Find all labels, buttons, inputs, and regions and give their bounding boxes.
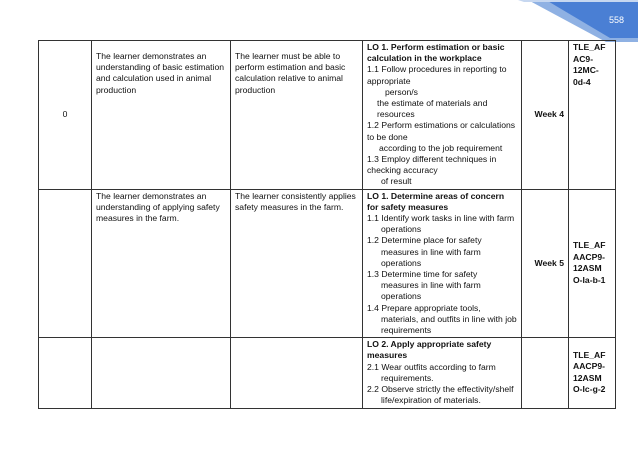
lo-heading: LO 2. Apply appropriate safety measures [367, 339, 492, 361]
competency-item: 1.2 Determine place for safety measures in line with farm operations [367, 235, 482, 268]
table-row [39, 189, 616, 338]
competency-item: the estimate of materials and resources [377, 98, 488, 120]
lo-heading: LO 1. Determine areas of concern for safety measures [367, 190, 505, 212]
standard-text: The learner consistently applies safety measures in the farm. [235, 190, 356, 212]
competency-item: 1.1 Identify work tasks in line with farm operations [367, 213, 515, 235]
content-text: The learner demonstrates an understanding of applying safety measures in the farm. [96, 190, 220, 224]
table-row [39, 41, 616, 190]
competency-item: 1.3 Determine time for safety measures in line with farm operations [367, 269, 481, 302]
content-text: The learner demonstrates an understanding of basic estimation and calculation used in animal production [96, 51, 225, 95]
competency-code: TLE_AF AACP9-12ASM O-Ia-b-1 [569, 189, 616, 338]
page-number: 558 [608, 15, 624, 25]
table-row [39, 338, 616, 408]
content-standard [92, 41, 231, 190]
week: Week 5 [522, 189, 569, 338]
competency-item: 2.2 Observe strictly the effectivity/shelf life/expiration of materials. [367, 384, 514, 406]
learning-competencies [363, 41, 522, 190]
learning-competencies [363, 189, 522, 338]
content-standard [92, 338, 231, 408]
competency-item: person/s [385, 86, 418, 97]
competency-item: 1.1 Follow procedures in reporting to appropriate [367, 64, 507, 86]
performance-standard [231, 338, 363, 408]
lo-heading: LO 1. Perform estimation or basic calculation in the workplace [367, 42, 505, 64]
performance-standard [231, 189, 363, 338]
content-standard [92, 189, 231, 338]
competency-item: of result [381, 176, 412, 187]
competency-item: 1.3 Employ different techniques in checking accuracy [367, 154, 497, 176]
standard-text: The learner must be able to perform estimation and basic calculation relative to animal production [235, 51, 346, 95]
row-number: 0 [39, 41, 92, 190]
competency-item: 1.2 Perform estimations or calculations to be done [367, 120, 516, 142]
row-number [39, 189, 92, 338]
week [522, 338, 569, 408]
competency-item: 2.1 Wear outfits according to farm requirements. [367, 361, 496, 383]
curriculum-table [38, 40, 616, 409]
competency-item: according to the job requirement [379, 142, 503, 153]
competency-code: TLE_AF AACP9-12ASM O-Ic-g-2 [569, 338, 616, 408]
row-number [39, 338, 92, 408]
learning-competencies [363, 338, 522, 408]
performance-standard [231, 41, 363, 190]
week: Week 4 [522, 41, 569, 190]
competency-code: TLE_AF AC9-12MC-0d-4 [569, 41, 616, 190]
competency-item: 1.4 Prepare appropriate tools, materials, and outfits in line with job requirements [367, 302, 517, 336]
